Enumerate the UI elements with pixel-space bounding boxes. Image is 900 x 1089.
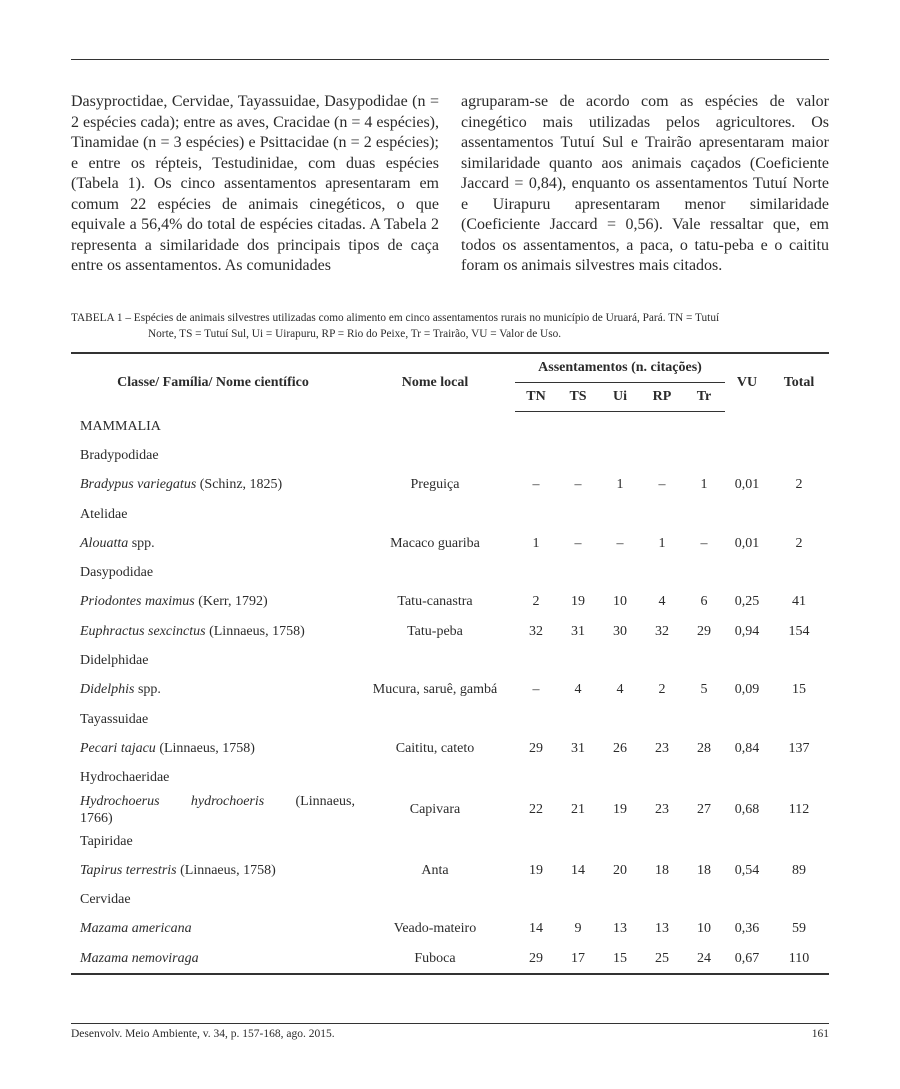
scientific-author: (Linnaeus, 1758): [176, 862, 276, 878]
total-citations: 41: [792, 594, 806, 610]
citations-ts: 19: [571, 594, 585, 610]
scientific-name: [71, 617, 355, 646]
citations-rp: 2: [658, 682, 666, 698]
local-name: Mucura, saruê, gambá: [372, 682, 498, 698]
total-citations: 110: [769, 944, 829, 974]
header-tn: TN: [515, 383, 557, 412]
citations-tn: –: [532, 682, 540, 698]
group-row: [71, 764, 829, 793]
scientific-author: (Linnaeus,: [295, 793, 355, 809]
local-name: Macaco guariba: [390, 535, 480, 551]
scientific-author: (Linnaeus, 1758): [155, 740, 255, 756]
species-row: [71, 793, 829, 827]
group-row: [71, 412, 829, 442]
species-row: [71, 471, 829, 500]
scientific-binomial: Alouatta: [80, 535, 129, 551]
body-text-right-column: agruparam-se de acordo com as espécies de valor cinegético mais utilizadas pelos agricultores. Os assentamentos Tutuí Sul e Trairão apresentaram maior similaridade quanto aos animais caçados (Coeficiente Jaccard = 0,84), enquanto os assentamentos Tutuí Norte e Uirapuru apresentaram menor similaridade (Coeficiente Jaccard = 0,56). Vale ressaltar que, em todos os assentamentos, a paca, o tatu-peba e o caititu foram os animais silvestres mais citados.: [461, 93, 829, 274]
use-value: 0,36: [734, 921, 760, 937]
species-row: [71, 856, 829, 885]
species-row: [71, 676, 829, 705]
citations-ts: 31: [571, 623, 585, 639]
scientific-binomial: Pecari tajacu: [80, 740, 156, 756]
total-citations: 59: [792, 921, 806, 937]
citations-ui: –: [616, 535, 624, 551]
header-settlements: Assentamentos (n. citações): [515, 353, 725, 383]
header-rule: [71, 59, 829, 60]
scientific-author: spp.: [128, 535, 155, 551]
header-ts: TS: [557, 383, 599, 412]
citations-rp: 23: [655, 740, 669, 756]
citations-tr: 6: [700, 594, 708, 610]
citations-tr: 28: [697, 740, 711, 756]
scientific-author: spp.: [134, 682, 161, 698]
scientific-name: [71, 944, 355, 974]
group-row: [71, 705, 829, 734]
use-value: 0,09: [734, 682, 760, 698]
citations-ui: 4: [616, 682, 624, 698]
citations-ui: 1: [616, 477, 624, 493]
total-citations: 2: [795, 535, 803, 551]
species-row: [71, 588, 829, 617]
citations-rp: 4: [658, 594, 666, 610]
scientific-binomial: Tapirus terrestris: [80, 862, 177, 878]
scientific-author: (Kerr, 1792): [194, 594, 268, 610]
species-table: [71, 352, 829, 975]
group-label: Tayassuidae: [80, 711, 149, 727]
total-citations: 154: [788, 623, 810, 639]
citations-tn: 14: [529, 921, 543, 937]
table-caption-line-2: Norte, TS = Tutuí Sul, Ui = Uirapuru, RP = Rio do Peixe, Tr = Trairão, VU = Valor de Uso.: [148, 328, 562, 340]
footer-rule: [71, 1023, 829, 1024]
group-label: MAMMALIA: [80, 418, 161, 434]
species-row: [71, 915, 829, 944]
scientific-binomial: Mazama nemoviraga: [80, 950, 199, 966]
table-caption-line-1: TABELA 1 – Espécies de animais silvestres utilizadas como alimento em cinco assentamentos rurais no município de Uruará, Pará. TN = Tutuí: [71, 312, 720, 324]
citations-ui: 13: [613, 921, 627, 937]
total-citations: 15: [792, 682, 806, 698]
group-row: [71, 558, 829, 587]
local-name: Veado-mateiro: [393, 921, 477, 937]
header-tr: Tr: [683, 383, 725, 412]
species-row: [71, 529, 829, 558]
use-value: 0,94: [734, 623, 760, 639]
citations-ts: 14: [571, 862, 585, 878]
citations-rp: 1: [658, 535, 666, 551]
scientific-name: [71, 793, 355, 827]
citations-tn: 1: [532, 535, 540, 551]
scientific-name: [71, 676, 355, 705]
group-label: Didelphidae: [80, 653, 149, 669]
scientific-name: [71, 915, 355, 944]
total-citations: 89: [792, 862, 806, 878]
header-total: Total: [769, 353, 829, 412]
use-value: 0,84: [734, 740, 760, 756]
scientific-name: [71, 588, 355, 617]
header-name: Classe/ Família/ Nome científico: [71, 353, 355, 412]
local-name: Anta: [421, 862, 449, 878]
citations-ts: 4: [574, 682, 582, 698]
citations-tn: 2: [532, 594, 540, 610]
species-row: [71, 734, 829, 763]
local-name: Capivara: [409, 801, 461, 817]
use-value: 0,01: [734, 477, 760, 493]
citations-ts: 17: [557, 944, 599, 974]
use-value: 0,01: [734, 535, 760, 551]
citations-tr: –: [700, 535, 708, 551]
local-name: Preguiça: [410, 477, 460, 493]
citations-ui: 30: [613, 623, 627, 639]
use-value: 0,25: [734, 594, 760, 610]
header-local: Nome local: [355, 353, 515, 412]
group-row: [71, 646, 829, 675]
scientific-binomial: Euphractus sexcinctus: [80, 623, 206, 639]
use-value: 0,68: [734, 801, 760, 817]
local-name: Fuboca: [355, 944, 515, 974]
citations-tr: 27: [697, 801, 711, 817]
citations-tr: 29: [697, 623, 711, 639]
scientific-author: (Linnaeus, 1758): [205, 623, 305, 639]
scientific-year: 1766): [80, 810, 113, 826]
scientific-name: [71, 471, 355, 500]
local-name: Tatu-peba: [407, 623, 463, 639]
scientific-name: [71, 529, 355, 558]
group-row: [71, 500, 829, 529]
citations-ts: –: [574, 477, 582, 493]
citations-rp: 25: [641, 944, 683, 974]
citations-ts: 31: [571, 740, 585, 756]
citations-tr: 18: [697, 862, 711, 878]
table-caption: [71, 310, 829, 342]
citations-tr: 5: [700, 682, 708, 698]
body-text-left-column: Dasyproctidae, Cervidae, Tayassuidae, Dasypodidae (n = 2 espécies cada); entre as aves, Cracidae (n = 4 espécies), Tinamidae (n = 3 espécies) e Psittacidae (n = 2 espécies); e entre os répteis, Testudinidae, com duas espécies (Tabela 1). Os cinco assentamentos apresentaram em comum 22 espécies de animais cinegéticos, o que equivale a 56,4% do total de espécies citadas. A Tabela 2 representa a similaridade dos principais tipos de caça entre os assentamentos. As comunidades: [71, 93, 439, 274]
citations-ui: 20: [613, 862, 627, 878]
header-vu: VU: [725, 353, 769, 412]
table-body: [71, 412, 829, 975]
citations-rp: 32: [655, 623, 669, 639]
citations-ts: –: [574, 535, 582, 551]
scientific-name: [71, 734, 355, 763]
scientific-binomial: Priodontes maximus: [80, 594, 195, 610]
species-row: [71, 617, 829, 646]
scientific-binomial: Bradypus variegatus: [80, 477, 197, 493]
total-citations: 137: [788, 740, 810, 756]
local-name: Tatu-canastra: [397, 594, 473, 610]
scientific-binomial: Mazama americana: [80, 921, 192, 937]
group-label: Cervidae: [80, 892, 131, 908]
scientific-binomial: Didelphis: [80, 682, 135, 698]
citations-tr: 1: [700, 477, 708, 493]
group-label: Tapiridae: [80, 833, 133, 849]
citations-ts: 9: [574, 921, 582, 937]
citations-rp: –: [658, 477, 666, 493]
citations-rp: 13: [655, 921, 669, 937]
citations-tn: 29: [529, 740, 543, 756]
scientific-epithet: hydrochoeris: [190, 793, 265, 809]
group-row: [71, 441, 829, 470]
group-label: Dasypodidae: [80, 565, 154, 581]
use-value: 0,54: [734, 862, 760, 878]
citations-ui: 15: [599, 944, 641, 974]
total-citations: 2: [795, 477, 803, 493]
use-value: 0,67: [725, 944, 769, 974]
citations-rp: 18: [655, 862, 669, 878]
citations-ui: 26: [613, 740, 627, 756]
group-row: [71, 827, 829, 856]
group-label: Hydrochaeridae: [80, 770, 170, 786]
page-number: 161: [811, 1028, 829, 1040]
group-label: Bradypodidae: [80, 447, 159, 463]
species-row: [71, 944, 829, 974]
local-name: Caititu, cateto: [395, 740, 475, 756]
page-footer: [71, 1028, 829, 1040]
header-ui: Ui: [599, 383, 641, 412]
scientific-genus: Hydrochoerus: [80, 793, 160, 809]
citations-tr: 24: [683, 944, 725, 974]
scientific-author: (Schinz, 1825): [196, 477, 283, 493]
citations-tn: –: [532, 477, 540, 493]
scientific-name: [71, 856, 355, 885]
total-citations: 112: [788, 801, 810, 817]
citations-ui: 10: [613, 594, 627, 610]
citations-ts: 21: [571, 801, 585, 817]
citations-tn: 29: [515, 944, 557, 974]
citations-tn: 19: [529, 862, 543, 878]
header-rp: RP: [641, 383, 683, 412]
group-label: Atelidae: [80, 506, 128, 522]
citations-ui: 19: [613, 801, 627, 817]
journal-citation: Desenvolv. Meio Ambiente, v. 34, p. 157-168, ago. 2015.: [71, 1028, 335, 1040]
citations-tn: 22: [529, 801, 543, 817]
group-row: [71, 885, 829, 914]
citations-rp: 23: [655, 801, 669, 817]
citations-tn: 32: [529, 623, 543, 639]
citations-tr: 10: [697, 921, 711, 937]
